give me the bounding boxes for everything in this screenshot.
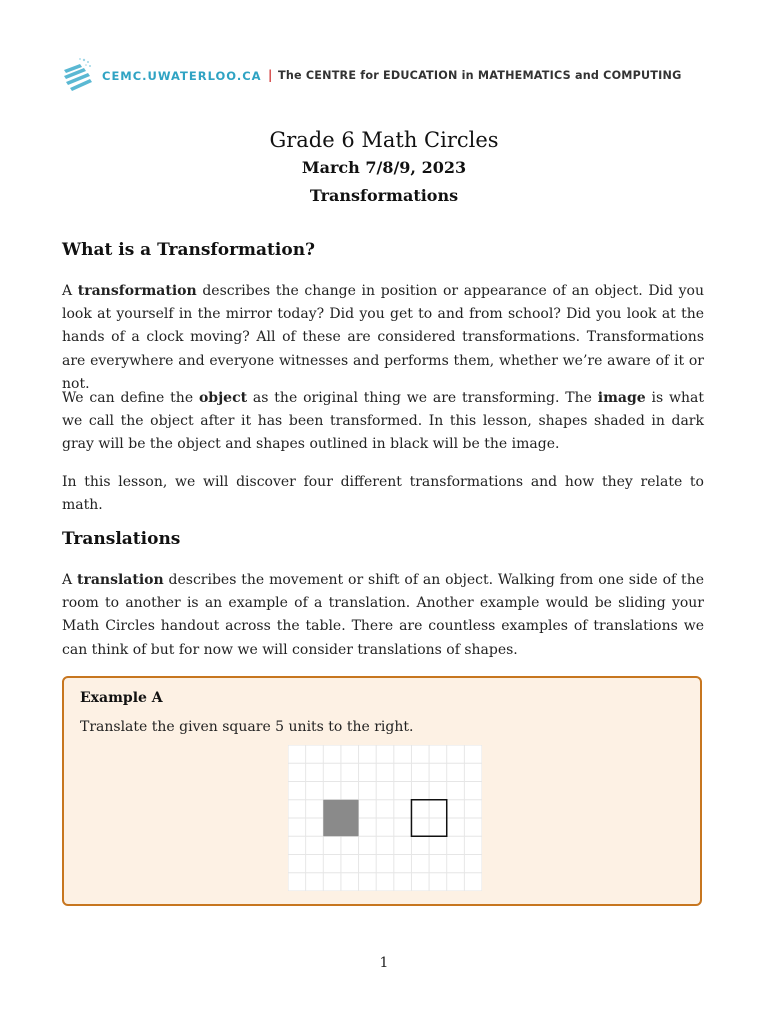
example-instruction: Translate the given square 5 units to the right.	[80, 719, 414, 735]
header-separator: |	[268, 68, 273, 82]
section-what-is-transformation	[62, 240, 704, 260]
term-transformation: transformation	[77, 283, 197, 299]
term-object: object	[198, 390, 248, 406]
paragraph-text: A transformation describes the change in position or appearance of an object. Did you look at yourself in the mirror today? Did you get to and from school? Did you look at the hands of a clock moving? All of these are considered transformations. Transformations are everywhere and everyone witnesses and performs them, whether we’re aware of it or not.	[62, 283, 704, 392]
example-a-box	[62, 676, 702, 906]
page-title: Grade 6 Math Circles	[269, 128, 499, 152]
page-number: 1	[379, 955, 389, 971]
grid-figure	[288, 745, 482, 891]
section-translations	[62, 529, 704, 549]
page-topic: Transformations	[309, 186, 459, 205]
term-image: image	[597, 390, 646, 406]
paragraph-four-transformations	[62, 471, 704, 517]
header-tagline: The CENTRE for EDUCATION in MATHEMATICS and COMPUTING	[278, 69, 682, 82]
page-date: March 7/8/9, 2023	[301, 158, 467, 177]
paragraph-text: In this lesson, we will discover four different transformations and how they relate to math.	[62, 474, 704, 514]
page-header	[62, 56, 707, 96]
paragraph-transformation	[62, 280, 704, 396]
paragraph-text: We can define the object as the original thing we are transforming. The image is what we call the object after it has been transformed. In this lesson, shapes shaded in dark gray will be the object and shapes outlined in black will be the image.	[62, 390, 704, 453]
term-translation: translation	[76, 572, 164, 588]
cemc-logo-icon	[62, 56, 94, 96]
section-heading: Translations	[62, 529, 181, 549]
paragraph-translation	[62, 569, 704, 662]
paragraph-object-image	[62, 387, 704, 457]
section-heading: What is a Transformation?	[62, 240, 316, 260]
example-title: Example A	[80, 690, 163, 706]
title-block	[0, 128, 768, 205]
paragraph-text: A translation describes the movement or shift of an object. Walking from one side of the room to another is an example of a translation. Another example would be sliding your Math Circles handout across the table. There are countless examples of translations we can think of but for now we will consider translations of shapes.	[62, 572, 704, 658]
translation-grid	[288, 745, 482, 891]
object-square	[323, 800, 358, 837]
brand-link[interactable]: CEMC.UWATERLOO.CA	[102, 69, 262, 83]
